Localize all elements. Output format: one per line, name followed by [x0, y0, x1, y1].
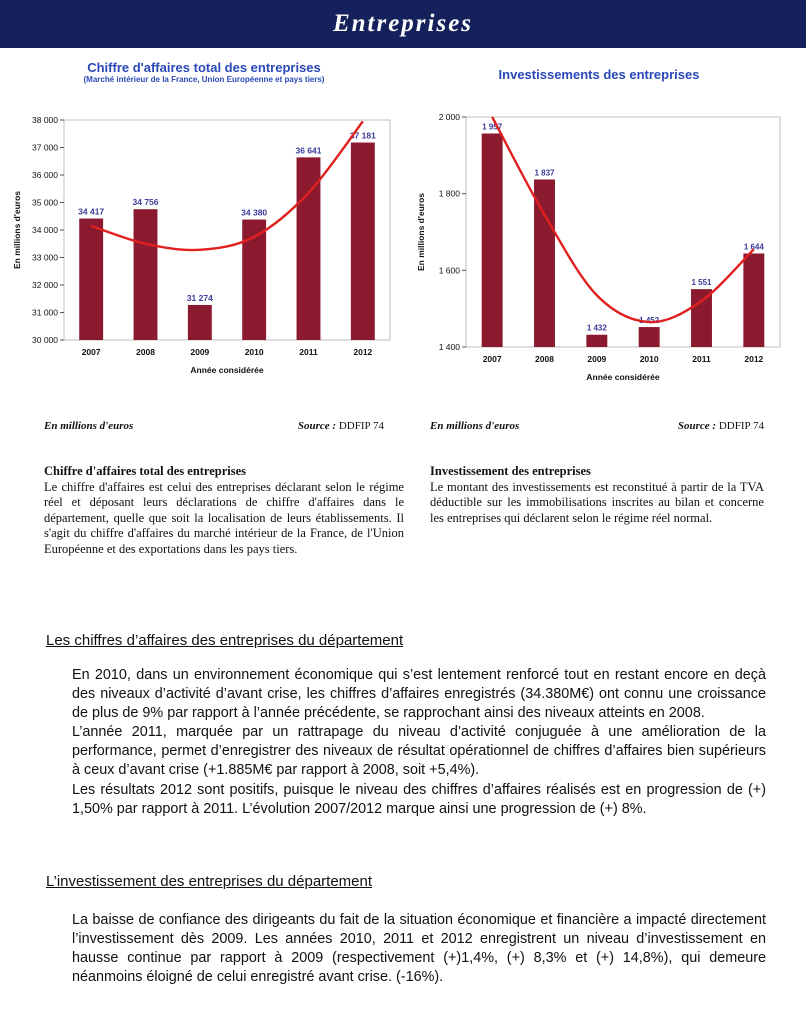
bar: [482, 133, 503, 347]
plot-area: [466, 117, 780, 347]
description-text: Le montant des investissements est reconstitué à partir de la TVA déductible sur les immobilisations inscrites au bilan et concerne les entreprises qui déclarent selon le régime réel normal.: [430, 479, 764, 525]
y-tick-label: 38 000: [32, 115, 58, 125]
source-label: Source :: [297, 420, 337, 432]
section-body-investment: [72, 911, 766, 987]
source-value: DDFIP 74: [718, 420, 764, 432]
source-label: Source :: [677, 420, 717, 432]
bar: [79, 219, 103, 340]
x-tick-label: 2008: [136, 347, 155, 357]
bar: [743, 253, 764, 347]
x-axis-label: Année considérée: [586, 372, 660, 382]
unit-note: En millions d'euros: [44, 420, 134, 432]
x-tick-label: 2007: [81, 347, 101, 357]
section-heading-investment: L’investissement des entreprises du département: [46, 873, 373, 890]
source-note: [298, 420, 384, 432]
y-tick-label: 33 000: [32, 252, 58, 263]
bar: [351, 143, 375, 340]
x-tick-label: 2008: [535, 354, 554, 364]
bar: [639, 327, 660, 347]
chart-caption-investment: [430, 420, 764, 436]
description-title: Investissement des entreprises: [430, 464, 591, 478]
chart-subtitle: (Marché intérieur de la France, Union Européenne et pays tiers): [83, 75, 325, 84]
bar-value-label: 1 452: [639, 316, 660, 326]
chart-title: Chiffre d'affaires total des entreprises: [87, 60, 321, 75]
chart-caption-revenue: [44, 420, 384, 436]
bar-value-label: 1 432: [586, 323, 607, 333]
x-axis-label: Année considérée: [190, 365, 264, 375]
bar-value-label: 36 641: [295, 145, 322, 156]
y-tick-label: 36 000: [32, 170, 58, 180]
bar-value-label: 34 417: [78, 206, 105, 217]
bar: [188, 305, 212, 340]
source-note: [678, 420, 764, 432]
chart-panel-investment: [410, 55, 788, 410]
y-tick-label: 32 000: [32, 280, 58, 290]
y-tick-label: 35 000: [32, 197, 58, 208]
description-title: Chiffre d'affaires total des entreprises: [44, 464, 247, 478]
x-tick-label: 2011: [299, 347, 318, 357]
x-tick-label: 2010: [244, 347, 264, 357]
bar-value-label: 1 837: [534, 168, 555, 178]
x-tick-label: 2012: [744, 354, 764, 364]
y-axis-label: En millions d'euros: [416, 192, 426, 272]
x-tick-label: 2012: [353, 347, 373, 357]
investment-bar-chart: [410, 85, 788, 410]
revenue-bar-chart: [8, 85, 400, 410]
description-investment: [430, 464, 764, 526]
x-tick-label: 2010: [639, 354, 659, 364]
x-tick-label: 2009: [190, 347, 210, 357]
bar: [134, 209, 158, 340]
description-text: Le chiffre d'affaires est celui des entreprises déclarant selon le régime réel et déposant leurs déclarations de chiffre d'affaires dans le département, quelle que soit la localisation de leurs établissements. Il s'agit du chiffre d'affaires du marché intérieur de la France, de l'Union Européenne et des exportations dans les pays tiers.: [44, 479, 404, 556]
bar: [534, 179, 555, 347]
y-tick-label: 34 000: [32, 225, 58, 235]
y-tick-label: 37 000: [32, 142, 58, 153]
bar-value-label: 34 380: [241, 207, 268, 218]
y-tick-label: 1 400: [438, 342, 460, 352]
paragraph: La baisse de confiance des dirigeants du fait de la situation économique et financière a impacté directement l’investissement dès 2009. Les années 2010, 2011 et 2012 enregistrent un niveau d’investissement en hausse continue par rapport à 2009 (respectivement (+)1,4%, (+) 8,3% et (+) 14,8%), qui demeure néanmoins éloigné de celui enregistré avant crise. (-16%).: [72, 912, 766, 986]
x-tick-label: 2011: [692, 354, 711, 364]
paragraph: L’année 2011, marquée par un rattrapage du niveau d’activité conjuguée à une amélioration de la performance, permet d’enregistrer des niveaux de résultat opérationnel de chiffres d’affaires bien supérieurs à ceux d’avant crise (+1.885M€ par rapport à 2008, soit +5,4%).: [72, 724, 766, 779]
bar-value-label: 1 551: [691, 278, 712, 288]
y-tick-label: 2 000: [438, 112, 460, 122]
x-tick-label: 2009: [587, 354, 607, 364]
y-tick-label: 1 800: [438, 188, 460, 199]
paragraph: Les résultats 2012 sont positifs, puisque le niveau des chiffres d’affaires réalisés est en progression de (+) 1,50% par rapport à 2011. L’évolution 2007/2012 marque ainsi une progression de (+) 8%.: [72, 781, 766, 817]
chart-panel-revenue: [8, 55, 400, 410]
y-tick-label: 30 000: [32, 335, 58, 345]
source-value: DDFIP 74: [338, 420, 384, 432]
y-tick-label: 1 600: [438, 265, 460, 276]
chart-title: Investissements des entreprises: [498, 67, 700, 82]
section-body-revenue: [72, 666, 766, 819]
bar-value-label: 34 756: [132, 197, 159, 208]
y-tick-label: 31 000: [32, 307, 58, 318]
x-tick-label: 2007: [482, 354, 502, 364]
bar-value-label: 31 274: [186, 292, 213, 303]
y-axis-label: En millions d'euros: [12, 190, 22, 270]
bar: [586, 335, 607, 347]
bar-value-label: 1 644: [743, 242, 764, 252]
bar-value-label: 37 181: [349, 130, 376, 141]
description-revenue: [44, 464, 404, 558]
bar: [691, 289, 712, 347]
page-title: Entreprises: [0, 0, 806, 48]
bar-value-label: 1 957: [482, 122, 503, 132]
section-heading-revenue: Les chiffres d’affaires des entreprises du département: [46, 632, 404, 649]
unit-note: En millions d'euros: [430, 420, 520, 432]
paragraph: En 2010, dans un environnement économique qui s’est lentement renforcé tout en restant encore en deçà des niveaux d’activité d’avant crise, les chiffres d’affaires enregistrés (34.380M€) ont connu une croissance de plus de 9% par rapport à l’année précédente, se rapprochant ainsi des niveaux atteints en 2008.: [72, 667, 766, 722]
